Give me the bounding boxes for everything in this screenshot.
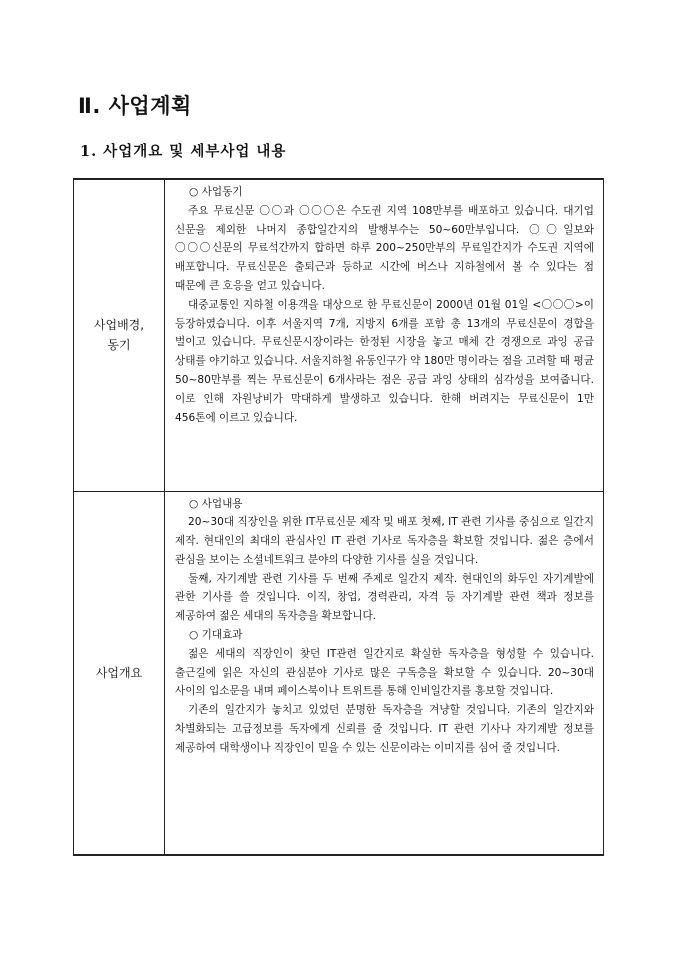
paragraph: 기존의 일간지가 놓치고 있었던 분명한 독자층을 겨냥할 것입니다. 기존의 일간지와 차별화되는 고급정보를 독자에게 신뢰를 줄 것입니다. IT 관련 기사나 자기계발 정보를 제공하여 대학생이나 직장인이 믿을 수 있는 신문이라는 이미지를 심어 줄 것입니다. — [175, 704, 594, 754]
paragraph: 대중교통인 지하철 이용객을 대상으로 한 무료신문이 2000년 01월 01일 <〇〇〇>이 등장하였습니다. 이후 서울지역 7개, 지방지 6개를 포함 총 13개의 무료신문이 경합을 벌이고 있습니다. 무료신문시장이라는 한정된 시장을 놓고 매체 간 경쟁으로 과잉 공급 상태를 야기하고 있습니다. 서울지하철 유동인구가 약 180만 명이라는 점을 고려할 때 평균 50~80만부를 찍는 무료신문이 6개사라는 점은 공급 과잉 상태의 심각성을 보여줍니다. 이로 인해 자원낭비가 막대하게 발생하고 있습니다. 한해 버려지는 무료신문이 1만 456톤에 이르고 있습니다. — [175, 298, 594, 424]
paragraph: 주요 무료신문 〇〇과 〇〇〇은 수도권 지역 108만부를 배포하고 있습니다. 대기업 신문을 제외한 나머지 종합일간지의 발행부수는 50~60만부입니다. 〇〇일보와 〇〇〇신문의 무료석간까지 합하면 하루 200~250만부의 무료일간지가 수도권 지역에 배포합니다. 무료신문은 출퇴근과 등하교 시간에 버스나 지하철에서 볼 수 있다는 점 때문에 큰 호응을 얻고 있습니다. — [175, 204, 594, 292]
row-content-background — [165, 179, 604, 491]
row-label-line: 사업개요 — [95, 665, 143, 680]
paragraph: 젊은 세대의 직장인이 찾던 IT관련 일간지로 확실한 독자층을 형성할 수 있습니다. 출근길에 읽은 자신의 관심분야 기사로 많은 구독층을 확보할 수 있습니다. 20~30대 사이의 입소문을 내며 페이스북이나 트위트를 통해 인비일간지를 홍보할 것입니다. — [175, 647, 594, 698]
section-title: 1. 사업개요 및 세부사업 내용 — [80, 143, 287, 160]
business-plan-table — [73, 178, 604, 856]
table-row — [74, 491, 604, 855]
chapter-title: Ⅱ. 사업계획 — [78, 94, 192, 118]
row-label-line: 사업배경, — [93, 318, 145, 333]
paragraph: 둘째, 자기계발 관련 기사를 두 번째 주제로 일간지 제작. 현대인의 화두인 자기계발에 관한 기사를 쓸 것입니다. 이직, 창업, 경력관리, 자격 등 자기계발 관련 책과 정보를 제공하여 젊은 세대의 독자층을 확보합니다. — [175, 572, 594, 623]
row-content-overview — [165, 491, 604, 855]
subheading-business-content: ○ 사업내용 — [189, 497, 243, 510]
row-label-line: 동기 — [107, 338, 131, 353]
subheading-motivation: ○ 사업동기 — [189, 186, 243, 198]
paragraph: 20~30대 직장인을 위한 IT무료신문 제작 및 배포 첫째, IT 관련 기사를 중심으로 일간지 제작. 현대인의 최대의 관심사인 IT 관련 기사로 독자층을 확보할 것입니다. 젊은 층에서 관심을 보이는 소셜네트워크 분야의 다양한 기사를 실을 것입니다. — [175, 516, 594, 566]
row-label-background — [74, 179, 165, 491]
table-row — [74, 179, 604, 491]
row-label-overview — [74, 491, 165, 855]
subheading-expected-effects: ○ 기대효과 — [189, 629, 243, 642]
